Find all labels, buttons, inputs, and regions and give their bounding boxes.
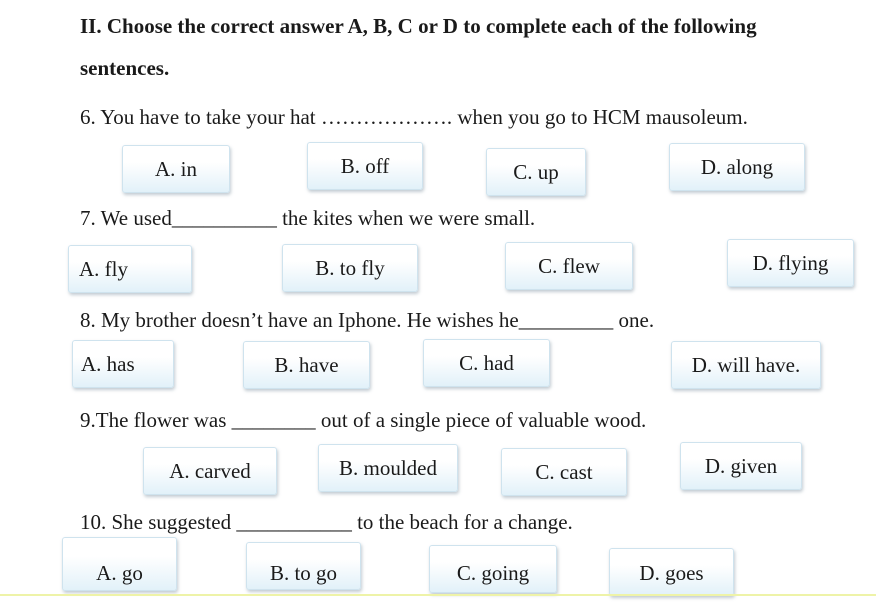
question-9-option-b[interactable]: B. moulded bbox=[318, 444, 458, 492]
question-10-option-d[interactable]: D. goes bbox=[609, 548, 734, 596]
question-9-option-d[interactable]: D. given bbox=[680, 442, 802, 490]
question-7-text: 7. We used__________ the kites when we were small. bbox=[80, 206, 536, 230]
question-9-text: 9.The flower was ________ out of a single piece of valuable wood. bbox=[80, 408, 647, 432]
question-8-option-b[interactable]: B. have bbox=[243, 341, 370, 389]
question-10-text: 10. She suggested ___________ to the beach for a change. bbox=[80, 510, 573, 534]
question-10-option-c[interactable]: C. going bbox=[429, 545, 557, 593]
section-title-line2: sentences. bbox=[80, 56, 170, 80]
question-8-option-d[interactable]: D. will have. bbox=[671, 341, 821, 389]
question-8-option-a[interactable]: A. has bbox=[72, 340, 174, 388]
section-title-line1: II. Choose the correct answer A, B, C or D to complete each of the following bbox=[80, 14, 757, 38]
question-10-option-a[interactable]: A. go bbox=[62, 537, 177, 591]
question-10-option-b[interactable]: B. to go bbox=[246, 542, 361, 590]
question-9-option-a[interactable]: A. carved bbox=[143, 447, 277, 495]
question-9-option-c[interactable]: C. cast bbox=[501, 448, 627, 496]
question-6-option-a[interactable]: A. in bbox=[122, 145, 230, 193]
question-7-option-b[interactable]: B. to fly bbox=[282, 244, 418, 292]
question-7-option-d[interactable]: D. flying bbox=[727, 239, 854, 287]
question-6-option-d[interactable]: D. along bbox=[669, 143, 805, 191]
question-7-option-c[interactable]: C. flew bbox=[505, 242, 633, 290]
question-6-option-b[interactable]: B. off bbox=[307, 142, 423, 190]
question-8-text: 8. My brother doesn’t have an Iphone. He wishes he_________ one. bbox=[80, 308, 655, 332]
question-7-option-a[interactable]: A. fly bbox=[68, 245, 192, 293]
question-6-text: 6. You have to take your hat ………………. when you go to HCM mausoleum. bbox=[80, 105, 748, 129]
question-8-option-c[interactable]: C. had bbox=[423, 339, 550, 387]
question-6-option-c[interactable]: C. up bbox=[486, 148, 586, 196]
page-bottom-divider bbox=[0, 594, 876, 596]
